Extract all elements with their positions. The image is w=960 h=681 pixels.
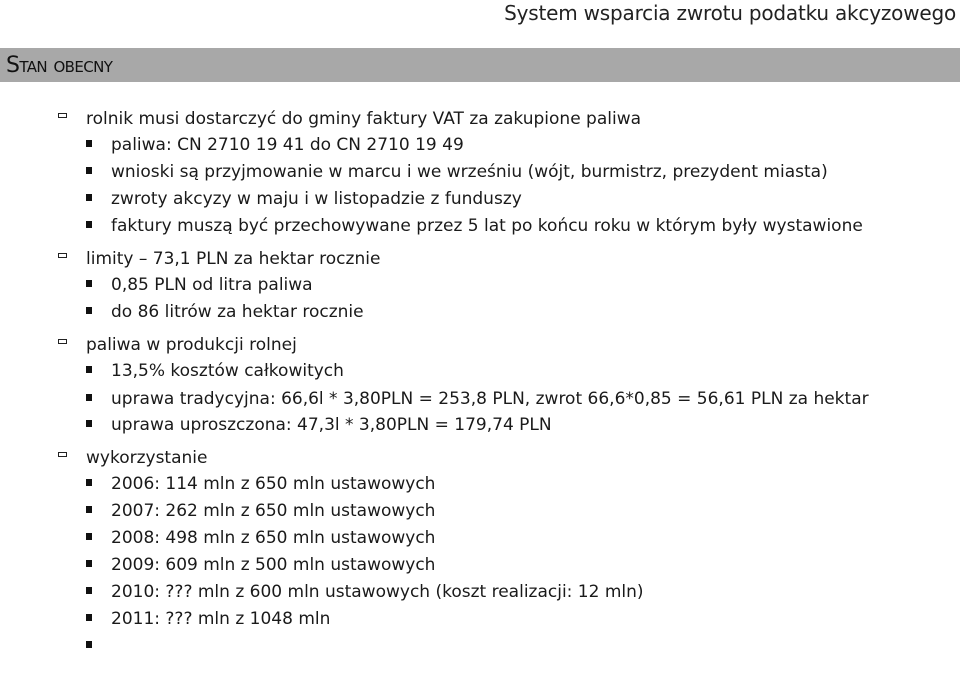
list-item-text: 2006: 114 mln z 650 mln ustawowych	[111, 474, 436, 494]
list-item-text: 0,85 PLN od litra paliwa	[111, 275, 313, 295]
list-item-level1	[0, 332, 960, 358]
list-item-level2	[0, 498, 960, 525]
list-item-text: 2007: 262 mln z 650 mln ustawowych	[111, 501, 436, 521]
list-item-level2	[0, 299, 960, 326]
list-item-level2	[0, 358, 960, 385]
list-item-level2	[0, 552, 960, 579]
list-item-level2	[0, 272, 960, 299]
list-item-text: rolnik musi dostarczyć do gminy faktury VAT za zakupione paliwa	[86, 109, 642, 129]
list-item-text: limity – 73,1 PLN za hektar rocznie	[86, 249, 381, 269]
section-header-bar	[0, 48, 960, 82]
square-bullet-icon	[86, 194, 92, 201]
hollow-bullet-icon	[58, 452, 67, 457]
list-item-text: wykorzystanie	[86, 448, 208, 468]
square-bullet-icon	[86, 587, 92, 594]
list-item-level2	[0, 579, 960, 606]
list-item-text: 2010: ??? mln z 600 mln ustawowych (koszt realizacji: 12 mln)	[111, 582, 644, 602]
list-item-text: wnioski są przyjmowanie w marcu i we wrześniu (wójt, burmistrz, prezydent miasta)	[111, 162, 828, 182]
list-item-level2	[0, 159, 960, 186]
list-item-text: faktury muszą być przechowywane przez 5 lat po końcu roku w którym były wystawione	[111, 216, 863, 236]
list-item-level2	[0, 412, 960, 439]
square-bullet-icon	[86, 479, 92, 486]
square-bullet-icon	[86, 533, 92, 540]
square-bullet-icon	[86, 420, 92, 427]
hollow-bullet-icon	[58, 253, 67, 258]
hollow-bullet-icon	[58, 339, 67, 344]
list-item-text: zwroty akcyzy w maju i w listopadzie z funduszy	[111, 189, 522, 209]
list-item-level2	[0, 385, 911, 412]
list-item-level2	[0, 186, 960, 213]
square-bullet-icon	[86, 307, 92, 314]
list-item-level2	[0, 606, 960, 633]
list-item-level1	[0, 445, 960, 471]
list-item-level2	[0, 471, 960, 498]
square-bullet-icon	[86, 280, 92, 287]
list-item-level1	[0, 246, 960, 272]
square-bullet-icon	[86, 366, 92, 373]
list-item-text: do 86 litrów za hektar rocznie	[111, 302, 364, 322]
list-item-level2	[0, 132, 960, 159]
list-item-level2	[0, 525, 960, 552]
list-item-text: 2011: ??? mln z 1048 mln	[111, 609, 331, 629]
square-bullet-icon	[86, 221, 92, 228]
hollow-bullet-icon	[58, 113, 67, 118]
list-item-text: paliwa w produkcji rolnej	[86, 335, 297, 355]
square-bullet-icon	[86, 614, 92, 621]
square-bullet-icon	[86, 506, 92, 513]
list-item-text: uprawa tradycyjna: 66,6l * 3,80PLN = 253,8 PLN, zwrot 66,6*0,85 = 56,61 PLN za hektar	[111, 389, 869, 409]
list-item-level2	[0, 633, 960, 660]
list-item-text: 13,5% kosztów całkowitych	[111, 361, 344, 381]
list-item-level1	[0, 106, 960, 132]
list-item-text: 2008: 498 mln z 650 mln ustawowych	[111, 528, 436, 548]
section-title: Stan obecny	[6, 53, 113, 78]
list-item-text: paliwa: CN 2710 19 41 do CN 2710 19 49	[111, 135, 464, 155]
bullet-list	[0, 106, 960, 660]
square-bullet-icon	[86, 394, 92, 401]
square-bullet-icon	[86, 641, 92, 648]
list-item-text: uprawa uproszczona: 47,3l * 3,80PLN = 179,74 PLN	[111, 415, 552, 435]
header-title: System wsparcia zwrotu podatku akcyzowego	[504, 1, 956, 25]
square-bullet-icon	[86, 167, 92, 174]
square-bullet-icon	[86, 560, 92, 567]
list-item-text: 2009: 609 mln z 500 mln ustawowych	[111, 555, 436, 575]
square-bullet-icon	[86, 140, 92, 147]
list-item-level2	[0, 213, 960, 240]
